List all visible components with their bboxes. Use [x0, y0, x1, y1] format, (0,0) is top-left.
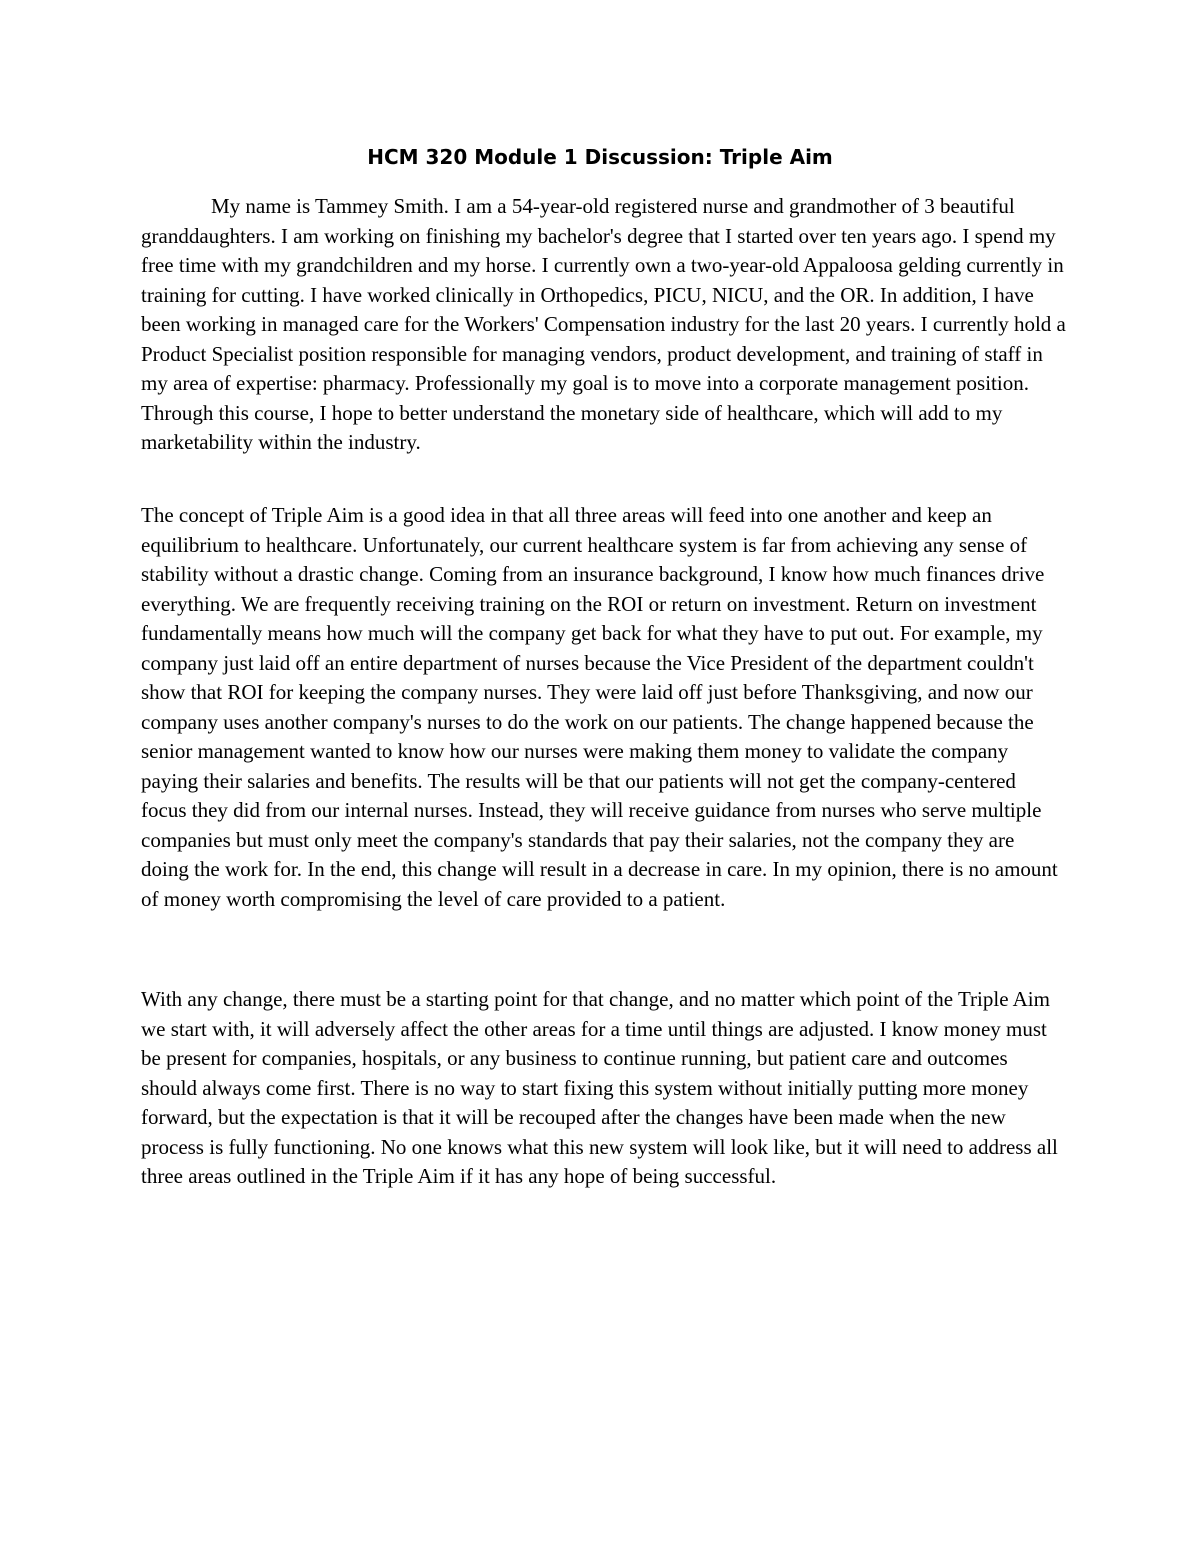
paragraph-conclusion: With any change, there must be a starting point for that change, and no matter which point of the Triple Aim we start with, it will adversely affect the other areas for a time until things are adjusted. I know money must be present for companies, hospitals, or any business to continue running, but patient care and outcomes should always come first. There is no way to start fixing this system without initially putting more money forward, but the expectation is that it will be recouped after the changes have been made when the new process is fully functioning. No one knows what this new system will look like, but it will need to address all three areas outlined in the Triple Aim if it has any hope of being successful.: [141, 987, 1058, 1188]
document-title: HCM 320 Module 1 Discussion: Triple Aim: [367, 145, 833, 169]
paragraph-introduction: My name is Tammey Smith. I am a 54-year-old registered nurse and grandmother of 3 beautiful granddaughters. I am working on finishing my bachelor's degree that I started over ten years ago. I spend my free time with my grandchildren and my horse. I currently own a two-year-old Appaloosa gelding currently in training for cutting. I have worked clinically in Orthopedics, PICU, NICU, and the OR. In addition, I have been working in managed care for the Workers' Compensation industry for the last 20 years. I currently hold a Product Specialist position responsible for managing vendors, product development, and training of staff in my area of expertise: pharmacy. Professionally my goal is to move into a corporate management position. Through this course, I hope to better understand the monetary side of healthcare, which will add to my marketability within the industry.: [141, 194, 1066, 454]
paragraph-triple-aim-concept: The concept of Triple Aim is a good idea in that all three areas will feed into one another and keep an equilibrium to healthcare. Unfortunately, our current healthcare system is far from achieving any sense of stability without a drastic change. Coming from an insurance background, I know how much finances drive everything. We are frequently receiving training on the ROI or return on investment. Return on investment fundamentally means how much will the company get back for what they have to put out. For example, my company just laid off an entire department of nurses because the Vice President of the department couldn't show that ROI for keeping the company nurses. They were laid off just before Thanksgiving, and now our company uses another company's nurses to do the work on our patients. The change happened because the senior management wanted to know how our nurses were making them money to validate the company paying their salaries and benefits. The results will be that our patients will not get the company-centered focus they did from our internal nurses. Instead, they will receive guidance from nurses who serve multiple companies but must only meet the company's standards that pay their salaries, not the company they are doing the work for. In the end, this change will result in a decrease in care. In my opinion, there is no amount of money worth compromising the level of care provided to a patient.: [141, 503, 1058, 911]
